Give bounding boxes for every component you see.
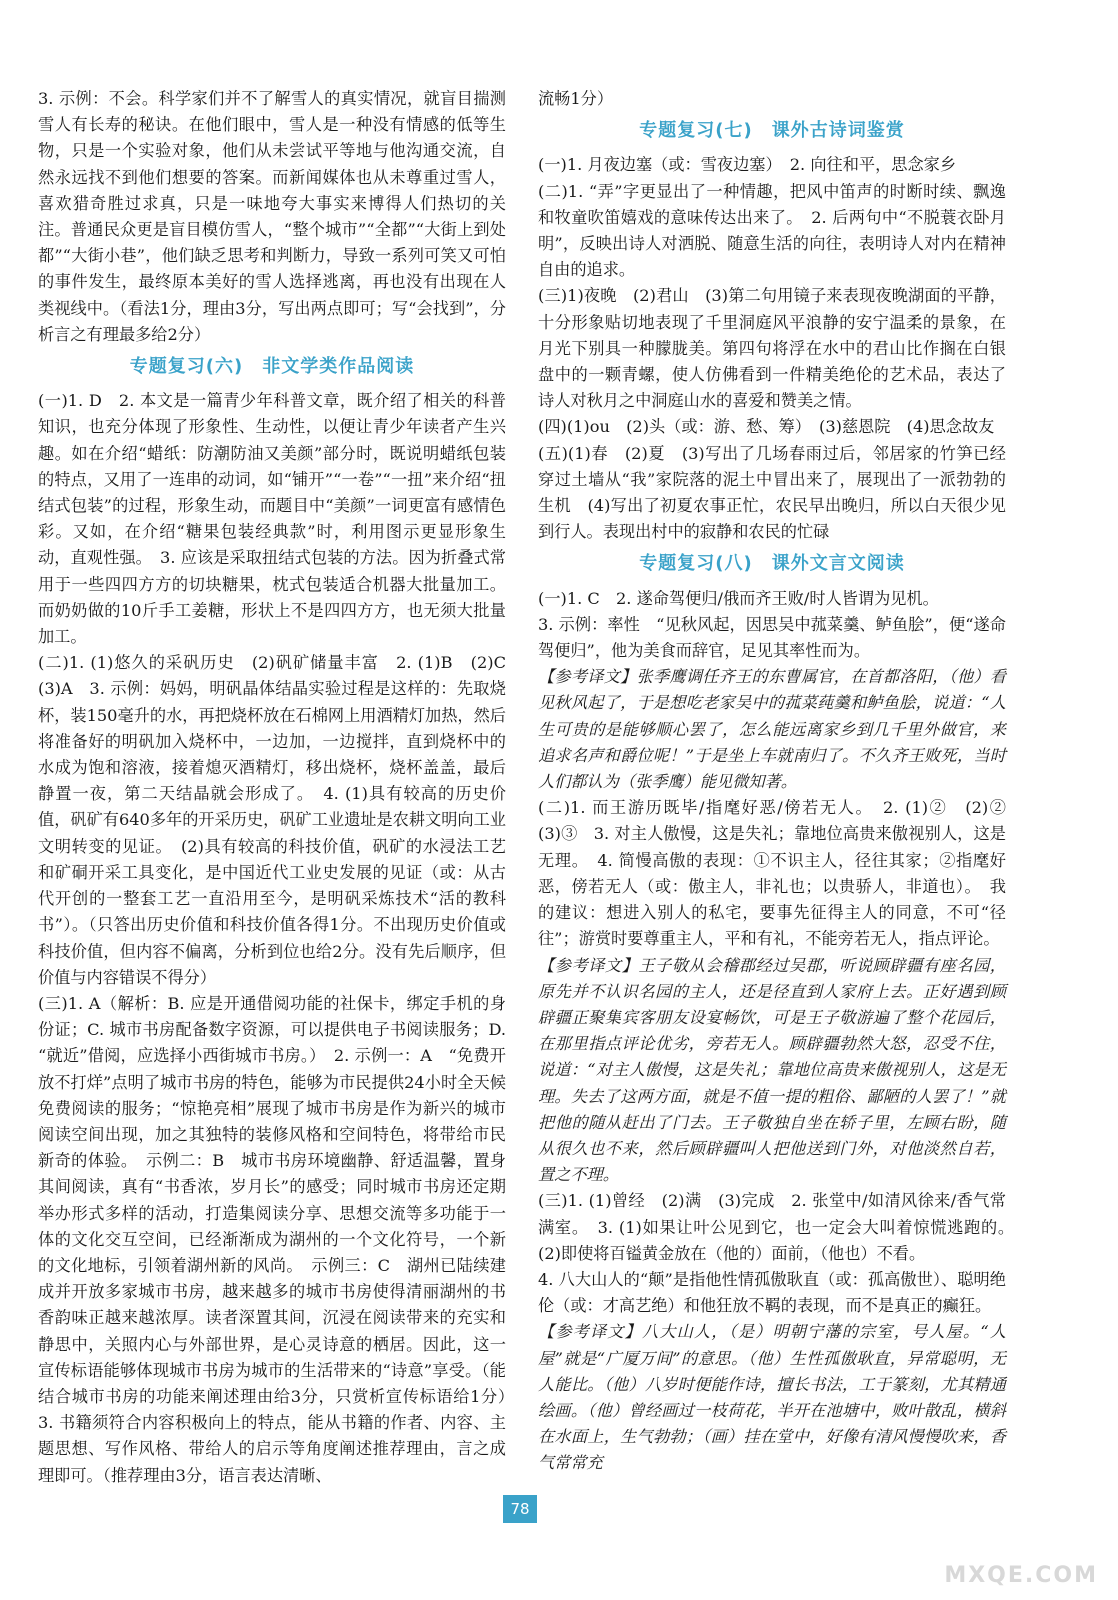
paragraph: (二)1. 而王游历既毕/指麾好恶/傍若无人。 2. (1)② (2)② (3)③ 3. 对主人傲慢，这是失礼；靠地位高贵来傲视别人，这是无理。 4. 简慢高傲的表现：①不识主人，径往其家；②指麾好恶，傍若无人（或：傲主人，非礼也；以贵骄人，非道也）。 我的建议：想进入别人的私宅，要事先征得主人的同意，不可“径往”；游赏时要尊重主人，平和有礼，不能旁若无人，指点评论。	[538, 798, 1023, 949]
paragraph: 3. 示例：不会。科学家们并不了解雪人的真实情况，就盲目揣测雪人有长寿的秘诀。在他们眼中，雪人是一种没有情感的低等生物，只是一个实验对象，他们从未尝试平等地与他沟通交流，自然永远找不到他们想要的答案。而新闻媒体也从未尊重过雪人，喜欢猎奇胜过求真，只是一味地夸大事实来博得人们热切的关注。普通民众更是盲目模仿雪人，“整个城市”“全都”“大街上到处都”“大街小巷”，他们缺乏思考和判断力，导致一系列可笑又可怕的事件发生，最终原本美好的雪人选择逃离，再也没有出现在人类视线中。（看法1分，理由3分，写出两点即可；写“会找到”，分析言之有理最多给2分）	[38, 89, 506, 344]
paragraph: (一)1. C 2. 遂命驾便归/俄而齐王败/时人皆谓为见机。	[538, 588, 939, 608]
paragraph: (二)1. “弄”字更显出了一种情趣，把风中笛声的时断时续、飘逸和牧童吹笛嬉戏的意味传达出来了。 2. 后两句中“不脱蓑衣卧月明”，反映出诗人对洒脱、随意生活的向往，表明诗人对内在精神自由的追求。	[538, 181, 1006, 280]
paragraph: (五)(1)春 (2)夏 (3)写出了几场春雨过后，邻居家的竹笋已经穿过土墙从“我”家院落的泥土中冒出来了，展现出了一派勃勃的生机 (4)写出了初夏农事正忙，农民早出晚归，所以白天很少见到行人。表现出村中的寂静和农民的忙碌	[538, 443, 1006, 542]
paragraph: (三)1. (1)曾经 (2)满 (3)完成 2. 张堂中/如清风徐来/香气常满室。 3. (1)如果让叶公见到它，也一定会大叫着惊慌逃跑的。 (2)即使将百镒黄金放在（他的）面前，（他也）不看。	[538, 1191, 1023, 1263]
paragraph: 3. 示例：率性 “见秋风起，因思吴中菰菜羹、鲈鱼脍”，便“遂命驾便归”，他为美食而辞官，足见其率性而为。	[538, 614, 1006, 661]
paragraph: 流畅1分）	[538, 89, 614, 108]
paragraph: (一)1. 月夜边塞（或：雪夜边塞） 2. 向往和平，思念家乡	[538, 155, 957, 175]
translation: 【参考译文】八大山人，（是）明朝宁藩的宗室，号人屋。“人屋”就是“广厦万间”的意思。（他）生性孤傲耿直，异常聪明，无人能比。（他）八岁时便能作诗，擅长书法，工于篆刻，尤其精通绘画。（他）曾经画过一枝荷花，半开在池塘中，败叶散乱，横斜在水面上，生气勃勃；（画）挂在堂中，好像有清风慢慢吹来，香气常常充	[538, 1322, 1006, 1473]
right-column	[538, 86, 1023, 1477]
paragraph: 4. 八大山人的“颠”是指他性情孤傲耿直（或：孤高傲世）、聪明绝伦（或：才高艺绝）和他狂放不羁的表现，而不是真正的癫狂。	[538, 1269, 1006, 1316]
translation: 【参考译文】张季鹰调任齐王的东曹属官，在首都洛阳，（他）看见秋风起了，于是想吃老家吴中的菰菜莼羹和鲈鱼脍，说道：“人生可贵的是能够顺心罢了，怎么能远离家乡到几千里外做官，来追求名声和爵位呢！”于是坐上车就南归了。不久齐王败死，当时人们都认为（张季鹰）能见微知著。	[538, 667, 1006, 792]
paragraph: (三)1. A（解析：B. 应是开通借阅功能的社保卡，绑定手机的身份证；C. 城市书房配备数字资源，可以提供电子书阅读服务；D. “就近”借阅，应选择小西街城市书房。） 2. 示例一：A “免费开放不打烊”点明了城市书房的特色，能够为市民提供24小时全天候免费阅读的服务；“惊艳亮相”展现了城市书房是作为新兴的城市阅读空间出现，加之其独特的装修风格和空间特色，将带给市民新奇的体验。 示例二：B 城市书房环境幽静、舒适温馨，置身其间阅读，真有“书香浓，岁月长”的感受；同时城市书房还定期举办形式多样的活动，打造集阅读分享、思想交流等多功能于一体的文化交互空间，已经渐渐成为湖州的一个文化符号，一个新的文化地标，引领着湖州新的风尚。 示例三：C 湖州已陆续建成并开放多家城市书房，越来越多的城市书房使得清丽湖州的书香韵味正越来越浓厚。读者深置其间，沉浸在阅读带来的充实和静思中，关照内心与外部世界，是心灵诗意的栖居。因此，这一宣传标语能够体现城市书房为城市的生活带来的“诗意”享受。（能结合城市书房的功能来阐述理由给3分，只赏析宣传标语给1分） 3. 书籍须符合内容积极向上的特点，能从书籍的作者、内容、主题思想、写作风格、带给人的启示等角度阐述推荐理由，言之成理即可。（推荐理由3分，语言表达清晰、	[38, 993, 523, 1485]
left-column	[38, 86, 523, 1489]
paragraph: (四)(1)ou (2)头（或：游、愁、筹） (3)慈恩院 (4)思念故友	[538, 417, 995, 437]
paragraph: (一)1. D 2. 本文是一篇青少年科普文章，既介绍了相关的科普知识，也充分体现了形象性、生动性，以便让青少年读者产生兴趣。如在介绍“蜡纸：防潮防油又美颜”部分时，既说明蜡纸包装的特点，又用了一连串的动词，如“铺开”“一卷”“一扭”来介绍“扭结式包装”的过程，形象生动，而题目中“美颜”一词更富有感情色彩。又如，在介绍“糖果包装经典款”时，利用图示更显形象生动，直观性强。 3. 应该是采取扭结式包装的方法。因为折叠式常用于一些四四方方的切块糖果，枕式包装适合机器大批量加工。而奶奶做的10斤手工姜糖，形状上不是四四方方，也无须大批量加工。	[38, 391, 506, 647]
section-heading-6: 专题复习(六) 非文学类作品阅读	[129, 356, 415, 378]
watermark: MXQE.COM	[944, 1563, 1098, 1588]
paragraph: (三)1)夜晚 (2)君山 (3)第二句用镜子来表现夜晚湖面的平静，十分形象贴切地表现了千里洞庭风平浪静的安宁温柔的景象，在月光下别具一种朦胧美。第四句将浮在水中的君山比作搁在白银盘中的一颗青螺，使人仿佛看到一件精美绝伦的艺术品，表达了诗人对秋月之中洞庭山水的喜爱和赞美之情。	[538, 286, 1006, 411]
section-heading-8: 专题复习(八) 课外文言文阅读	[639, 553, 905, 575]
document-page	[38, 86, 1088, 1486]
section-heading-7: 专题复习(七) 课外古诗词鉴赏	[639, 120, 905, 142]
paragraph: (二)1. (1)悠久的采矾历史 (2)矾矿储量丰富 2. (1)B (2)C (3)A 3. 示例：妈妈，明矾晶体结晶实验过程是这样的：先取烧杯，装150毫升的水，再把烧杯放在石棉网上用酒精灯加热，然后将准备好的明矾加入烧杯中，一边加，一边搅拌，直到烧杯中的水成为饱和溶液，接着熄灭酒精灯，移出烧杯，烧杯盖盖，最后静置一夜，第二天结晶就会形成了。 4. (1)具有较高的历史价值，矾矿有640多年的开采历史，矾矿工业遗址是农耕文明向工业文明转变的见证。 (2)具有较高的科技价值，矾矿的水浸法工艺和矿硐开采工具变化，是中国近代工业史发展的见证（或：从古代开创的一整套工艺一直沿用至今，是明矾采炼技术“活的教科书”）。（只答出历史价值和科技价值各得1分。不出现历史价值或科技价值，但内容不偏离，分析到位也给2分。没有先后顺序，但价值与内容错误不得分）	[38, 653, 523, 987]
page-number: 78	[503, 1495, 537, 1523]
translation: 【参考译文】王子敬从会稽郡经过吴郡，听说顾辟疆有座名园，原先并不认识名园的主人，还是径直到人家府上去。正好遇到顾辟疆正聚集宾客朋友设宴畅饮，可是王子敬游遍了整个花园后，在那里指点评论优劣，旁若无人。顾辟疆勃然大怒，忍受不住，说道：“对主人傲慢，这是失礼；靠地位高贵来傲视别人，这是无理。失去了这两方面，就是不值一提的粗俗、鄙陋的人罢了！”就把他的随从赶出了门去。王子敬独自坐在轿子里，左顾右盼，随从很久也不来，然后顾辟疆叫人把他送到门外，对他淡然自若，置之不理。	[538, 955, 1006, 1185]
